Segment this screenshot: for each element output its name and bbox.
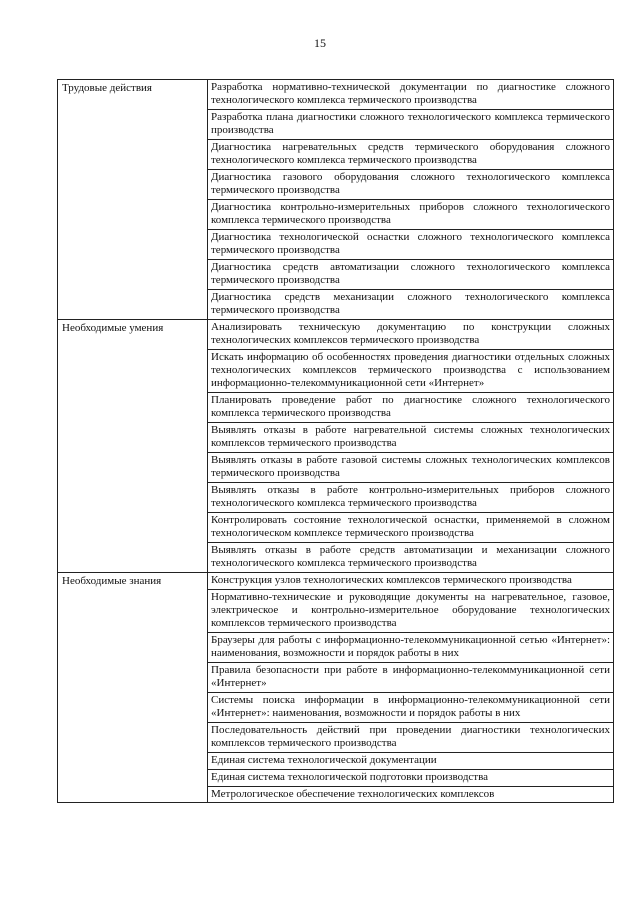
list-item: Контролировать состояние технологической оснастки, применяемой в сложном технологическом комплексе термического производства bbox=[208, 513, 613, 543]
list-item: Диагностика контрольно-измерительных приборов сложного технологического комплекса термического производства bbox=[208, 200, 613, 230]
list-item: Разработка нормативно-технической документации по диагностике сложного технологического комплекса термического производства bbox=[208, 80, 613, 110]
section-row-labor-actions bbox=[58, 80, 614, 320]
list-item: Системы поиска информации в информационно-телекоммуникационной сети «Интернет»: наименования, возможности и порядок работы в них bbox=[208, 693, 613, 723]
section-items bbox=[208, 80, 614, 320]
list-item: Диагностика нагревательных средств термического оборудования сложного технологического комплекса термического производства bbox=[208, 140, 613, 170]
list-item: Диагностика технологической оснастки сложного технологического комплекса термического производства bbox=[208, 230, 613, 260]
list-item: Диагностика средств автоматизации сложного технологического комплекса термического производства bbox=[208, 260, 613, 290]
section-label: Необходимые умения bbox=[58, 320, 208, 573]
list-item: Планировать проведение работ по диагностике сложного технологического комплекса термического производства bbox=[208, 393, 613, 423]
page-number: 15 bbox=[314, 36, 326, 50]
list-item: Браузеры для работы с информационно-телекоммуникационной сетью «Интернет»: наименования, возможности и порядок работы в них bbox=[208, 633, 613, 663]
list-item: Анализировать техническую документацию по конструкции сложных технологических комплексов термического производства bbox=[208, 320, 613, 350]
list-item: Разработка плана диагностики сложного технологического комплекса термического производства bbox=[208, 110, 613, 140]
list-item: Нормативно-технические и руководящие документы на нагревательное, газовое, электрическое и контрольно-измерительное оборудование технологических комплексов термического производства bbox=[208, 590, 613, 633]
list-item: Конструкция узлов технологических комплексов термического производства bbox=[208, 573, 613, 590]
list-item: Выявлять отказы в работе контрольно-измерительных приборов сложного технологического комплекса термического производства bbox=[208, 483, 613, 513]
list-item: Последовательность действий при проведении диагностики технологических комплексов термического производства bbox=[208, 723, 613, 753]
list-item: Правила безопасности при работе в информационно-телекоммуникационной сети «Интернет» bbox=[208, 663, 613, 693]
list-item: Выявлять отказы в работе нагревательной системы сложных технологических комплексов термического производства bbox=[208, 423, 613, 453]
section-row-knowledge bbox=[58, 573, 614, 803]
list-item: Диагностика газового оборудования сложного технологического комплекса термического производства bbox=[208, 170, 613, 200]
section-row-skills bbox=[58, 320, 614, 573]
list-item: Метрологическое обеспечение технологических комплексов bbox=[211, 788, 495, 800]
section-label: Необходимые знания bbox=[58, 573, 208, 803]
section-items bbox=[208, 573, 614, 803]
list-item: Единая система технологической подготовки производства bbox=[208, 770, 613, 787]
list-item: Искать информацию об особенностях проведения диагностики отдельных сложных технологических комплексов термического производства с использованием информационно-телекоммуникационной сети «Интернет» bbox=[208, 350, 613, 393]
section-items bbox=[208, 320, 614, 573]
requirements-table bbox=[57, 79, 614, 803]
section-label: Трудовые действия bbox=[58, 80, 208, 320]
list-item: Выявлять отказы в работе средств автоматизации и механизации сложного технологического комплекса термического производства bbox=[211, 544, 610, 569]
list-item: Выявлять отказы в работе газовой системы сложных технологических комплексов термического производства bbox=[208, 453, 613, 483]
list-item: Единая система технологической документации bbox=[208, 753, 613, 770]
list-item: Диагностика средств механизации сложного технологического комплекса термического производства bbox=[211, 291, 610, 316]
